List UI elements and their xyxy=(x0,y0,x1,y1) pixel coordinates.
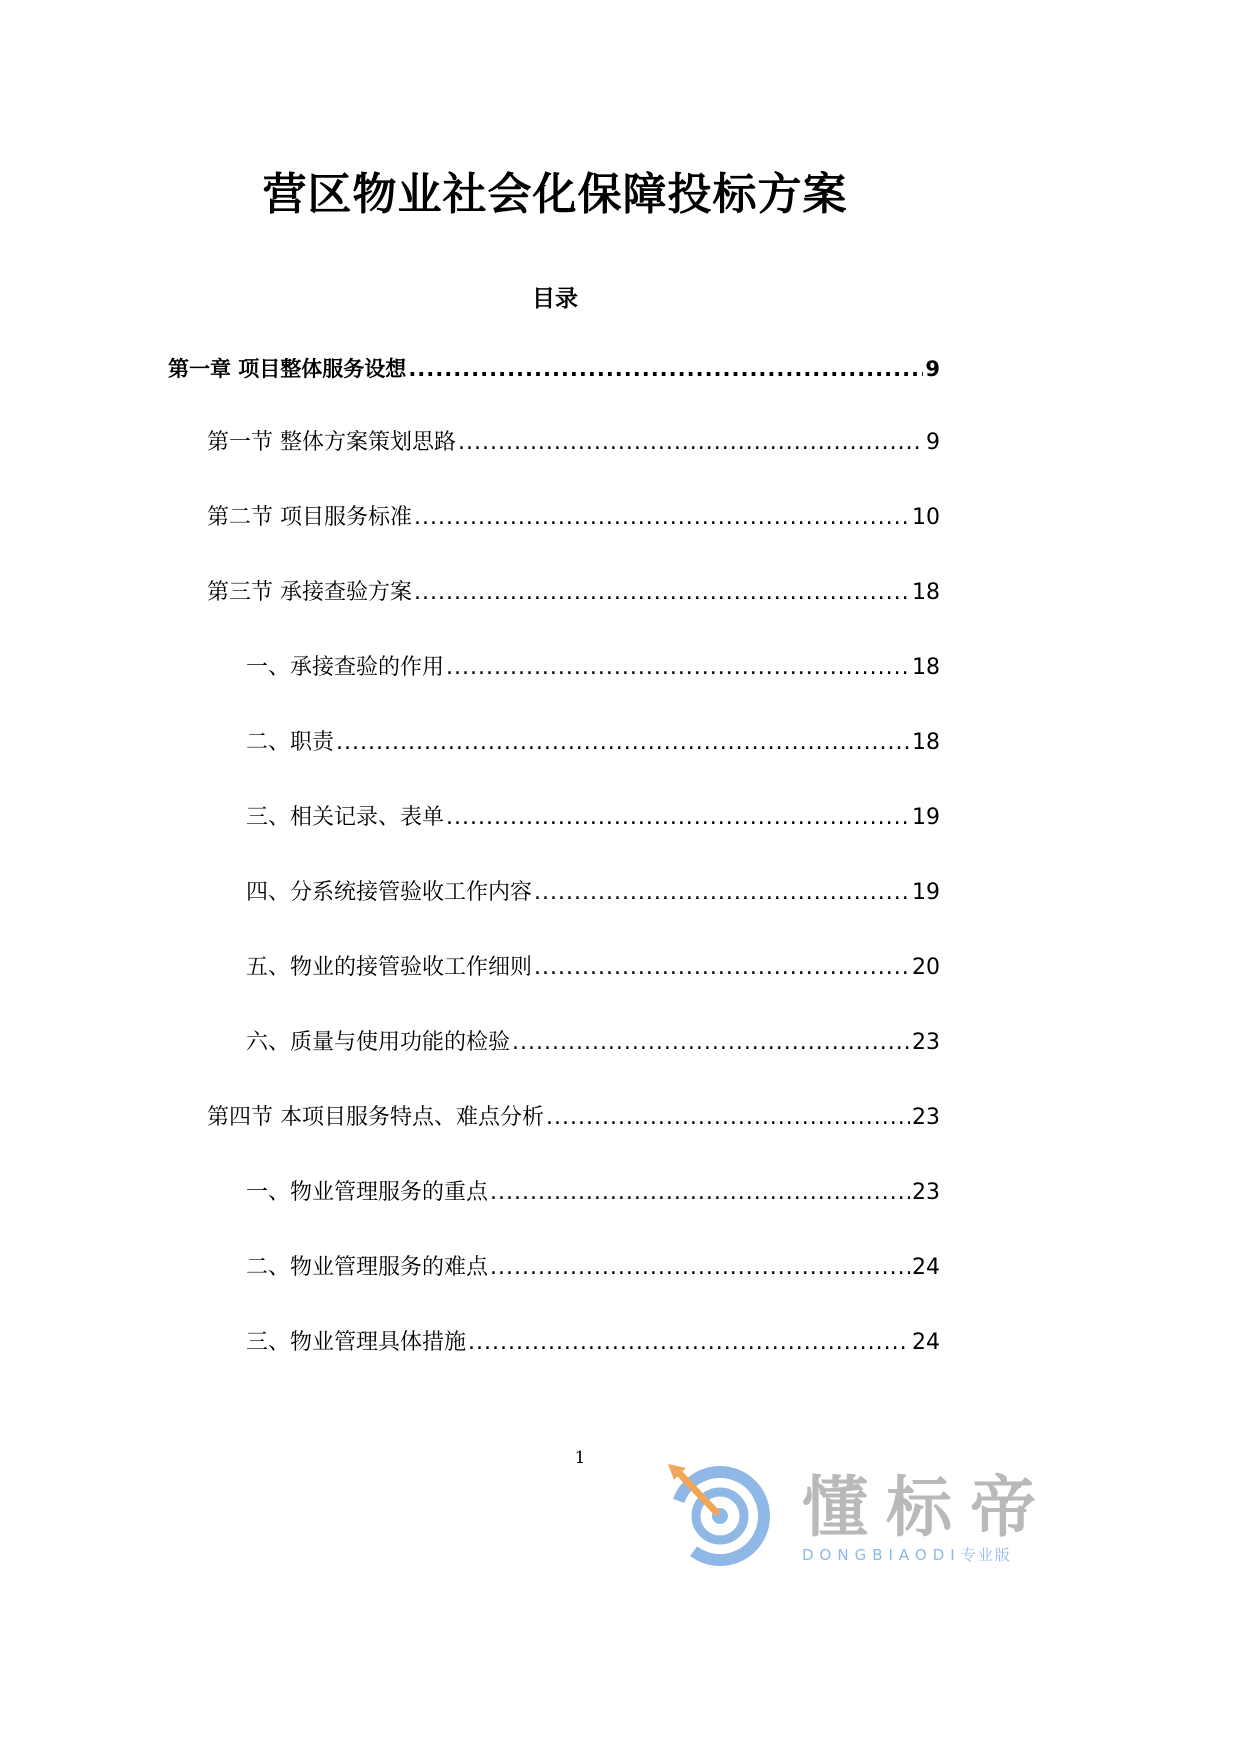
toc-entry-label: 第一节 整体方案策划思路 xyxy=(207,430,456,455)
toc-entry[interactable] xyxy=(246,1178,940,1208)
toc-entry-label: 四、分系统接管验收工作内容 xyxy=(246,880,533,905)
toc-entry-label: 第四节 本项目服务特点、难点分析 xyxy=(207,1105,544,1130)
toc-leader xyxy=(546,1103,910,1133)
toc-entry-label: 一、承接查验的作用 xyxy=(246,655,445,680)
toc-leader xyxy=(336,728,910,758)
watermark-subtitle xyxy=(802,1544,1012,1565)
toc-entry-page: 9 xyxy=(925,357,940,381)
toc-entry[interactable] xyxy=(207,578,940,608)
toc-entry[interactable] xyxy=(246,878,940,908)
toc-entry[interactable] xyxy=(246,803,940,833)
toc-leader xyxy=(512,1028,910,1058)
toc-leader xyxy=(414,503,910,533)
toc-entry-page: 24 xyxy=(912,1330,940,1355)
toc-entry-label: 五、物业的接管验收工作细则 xyxy=(246,955,533,980)
toc-leader xyxy=(446,803,910,833)
toc-entry[interactable] xyxy=(246,1253,940,1283)
toc-entry-page: 20 xyxy=(912,955,940,980)
toc-entry-page: 9 xyxy=(926,430,940,455)
toc-entry-label: 第一章 项目整体服务设想 xyxy=(168,357,407,381)
watermark xyxy=(660,1458,1090,1568)
toc-entry-page: 19 xyxy=(912,880,940,905)
toc-entry-page: 10 xyxy=(912,505,940,530)
toc-entry[interactable] xyxy=(246,953,940,983)
toc-leader xyxy=(468,1328,910,1358)
toc-entry-page: 23 xyxy=(912,1105,940,1130)
toc-heading: 目录 xyxy=(532,286,578,312)
toc-leader xyxy=(446,653,910,683)
toc-entry-label: 第二节 项目服务标准 xyxy=(207,505,412,530)
toc-entry-page: 18 xyxy=(912,730,940,755)
toc-leader xyxy=(490,1178,910,1208)
target-arrow-icon xyxy=(660,1458,780,1566)
toc-entry[interactable] xyxy=(246,728,940,758)
toc-leader xyxy=(414,578,910,608)
toc-leader xyxy=(534,878,910,908)
toc-entry[interactable] xyxy=(246,1028,940,1058)
toc-entry-page: 24 xyxy=(912,1255,940,1280)
toc-entry-label: 一、物业管理服务的重点 xyxy=(246,1180,489,1205)
toc-entry[interactable] xyxy=(207,428,940,458)
toc-entry-page: 23 xyxy=(912,1180,940,1205)
document-title: 营区物业社会化保障投标方案 xyxy=(262,169,848,220)
toc-leader xyxy=(458,428,924,458)
toc-leader xyxy=(534,953,910,983)
toc-entry-page: 18 xyxy=(912,580,940,605)
toc-entry[interactable] xyxy=(246,653,940,683)
page-number: 1 xyxy=(574,1448,586,1468)
toc-entry[interactable] xyxy=(207,503,940,533)
toc-entry-label: 第三节 承接查验方案 xyxy=(207,580,412,605)
toc-entry-page: 18 xyxy=(912,655,940,680)
toc-entry[interactable] xyxy=(246,1328,940,1358)
watermark-brand-name: 懂标帝 xyxy=(802,1469,1054,1546)
toc-entry[interactable] xyxy=(168,354,940,384)
toc-leader xyxy=(408,354,923,384)
toc-entry-label: 二、物业管理服务的难点 xyxy=(246,1255,489,1280)
watermark-edition: 专业版 xyxy=(960,1546,1012,1564)
toc-entry-page: 23 xyxy=(912,1030,940,1055)
toc-entry-page: 19 xyxy=(912,805,940,830)
toc-entry[interactable] xyxy=(207,1103,940,1133)
watermark-pinyin: DONGBIAODI xyxy=(802,1546,961,1564)
toc-entry-label: 六、质量与使用功能的检验 xyxy=(246,1030,511,1055)
toc-leader xyxy=(490,1253,910,1283)
toc-entry-label: 三、相关记录、表单 xyxy=(246,805,445,830)
toc-entry-label: 三、物业管理具体措施 xyxy=(246,1330,467,1355)
toc-entry-label: 二、职责 xyxy=(246,730,335,755)
